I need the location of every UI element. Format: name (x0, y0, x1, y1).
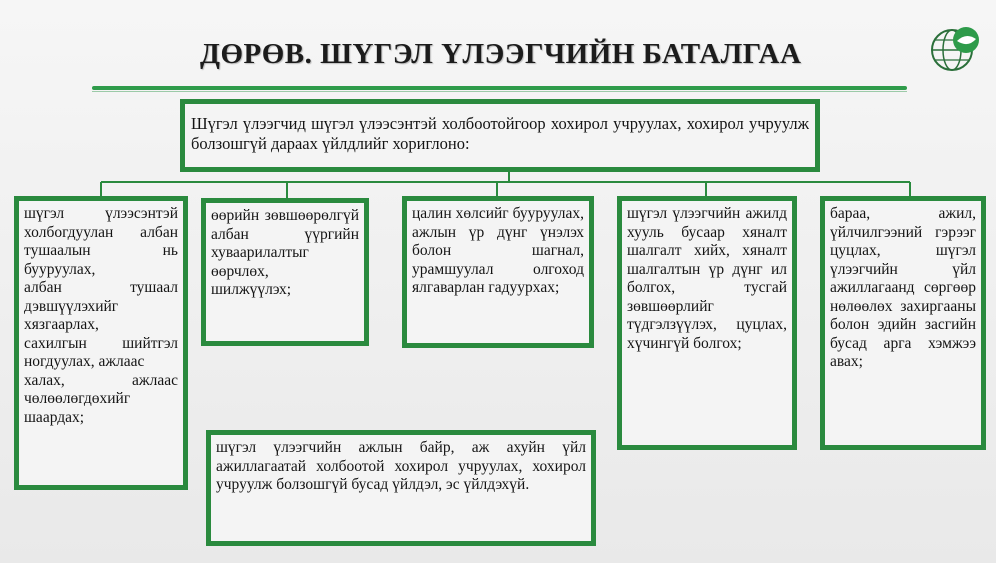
branch-box-1 (14, 196, 188, 490)
branch-text-4: шүгэл үлээгчийн ажилд хууль бусаар хяналт шалгалт хийх, хяналт шалгалтын үр дүнг ил болгох, тусгай зөвшөөрлийг түдгэлзүүлэх, цуцлах, хүчингүй болгох; (627, 205, 787, 352)
branch-text-2: өөрийн зөвшөөрөлгүй албан үүргийн хуваарилалтыг өөрчлөх, шилжүүлэх; (211, 207, 359, 298)
branch-box-2 (201, 198, 369, 346)
branch-box-3 (402, 196, 594, 348)
slide-title: ДӨРӨВ. ШҮГЭЛ ҮЛЭЭГЧИЙН БАТАЛГАА (200, 38, 802, 70)
extra-text: шүгэл үлээгчийн ажлын байр, аж ахуйн үйл ажиллагаатай холбоотой хохирол учруулах, хохирол учруулж болзошгүй бусад үйлдэл, эс үйлдэхүй. (216, 439, 586, 493)
branch-text-5: бараа, ажил, үйлчилгээний гэрээг цуцлах, шүгэл үлээгчийн үйл ажиллагаанд сөргөөр нөлөөлөх захиргааны болон эдийн засгийн бусад арга хэмжээ авах; (830, 205, 976, 370)
root-box (180, 99, 820, 172)
branch-text-1: шүгэл үлээсэнтэй холбогдуулан албан тушаалын нь бууруулах, албан тушаал дэвшүүлэхийг хязгаарлах, сахилгын шийтгэл ногдуулах, ажлаас халах, ажлаас чөлөөлөгдөхийг шаардах; (24, 205, 178, 426)
extra-box (206, 430, 596, 546)
branch-box-4 (617, 196, 797, 450)
root-text: Шүгэл үлээгчид шүгэл үлээсэнтэй холбоотойгоор хохирол учруулах, хохирол учруулж болзошгүй дараах үйлдлийг хориглоно: (191, 114, 809, 153)
branch-box-5 (820, 196, 986, 450)
branch-text-3: цалин хөлсийг бууруулах, ажлын үр дүнг үнэлэх болон шагнал, урамшуулал олгоход ялгаварлан гадуурхах; (412, 205, 584, 296)
